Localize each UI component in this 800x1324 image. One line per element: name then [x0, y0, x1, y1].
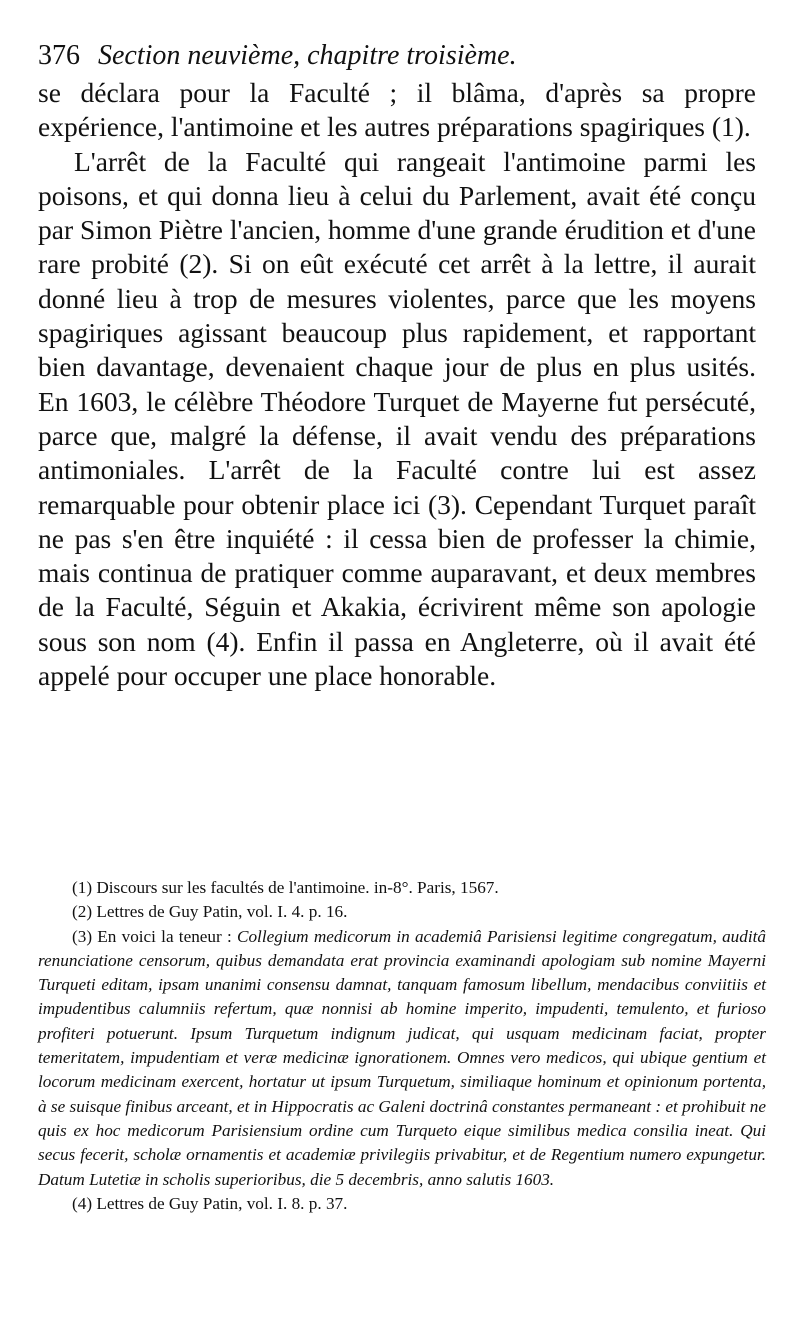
footnote-number: (2)	[72, 902, 93, 922]
main-text	[38, 76, 756, 693]
footnote-text: Lettres de Guy Patin, vol. I. 4. p. 16.	[96, 902, 348, 922]
page-header	[38, 38, 772, 74]
footnote-number: (1)	[72, 878, 93, 897]
footnotes	[38, 876, 766, 1216]
footnote-number: (3)	[72, 926, 93, 946]
footnote-latin-quote: Collegium medicorum in academiâ Parisiensi legitime congregatum, auditâ renunciatione censorum, quibus demandata erat provincia examinandi apologiam sub nomine Mayerni Turqueti editam, ipsam unanimi consensu damnat, tanquam famosum libellum, mendacibus conviitiis et impudentibus calumniis refertum, quæ nonnisi ab homine imperito, impudenti, temulento, et furioso profiteri potuerunt. Ipsum Turquetum indignum judicat, qui usquam medicinam faciat, propter temeritatem, impudentiam et veræ medicinæ ignorationem. Omnes vero medicos, qui ubique gentium et locorum medicinam exercent, hortatur ut ipsum Turquetum, similiaque hominum et opinionum portenta, à se suisque finibus arceant, et in Hippocratis ac Galeni doctrinâ constantes permaneant : et prohibuit ne quis ex hoc medicorum Parisiensium ordine cum Turqueto eique similibus medica consilia ineat. Qui secus fecerit, scholæ ornamentis et academiæ privilegiis privabitur, et de Regentium numero expungetur. Datum Lutetiæ in scholis superioribus, die 5 decembris, anno salutis 1603.	[38, 926, 767, 1189]
paragraph: L'arrêt de la Faculté qui rangeait l'antimoine parmi les poisons, et qui donna lieu à celui du Parlement, avait été conçu par Simon Piètre l'ancien, homme d'une grande érudition et d'une rare probité (2). Si on eût exécuté cet arrêt à la lettre, il aurait donné lieu à trop de mesures violentes, parce que les moyens spagiriques agissant beaucoup plus rapidement, et rapportant bien davantage, devenaient chaque jour de plus en plus usités. En 1603, le célèbre Théodore Turquet de Mayerne fut persécuté, parce que, malgré la défense, il avait vendu des préparations antimoniales. L'arrêt de la Faculté contre lui est assez remarquable pour obtenir place ici (3). Cependant Turquet paraît ne pas s'en être inquiété : il cessa bien de professer la chimie, mais continua de pratiquer comme auparavant, et deux membres de la Faculté, Séguin et Akakia, écrivirent même son apologie sous son nom (4). Enfin il passa en Angleterre, où il avait été appelé pour occuper une place honorable.	[38, 145, 756, 692]
page-number: 376	[38, 40, 80, 71]
footnote	[38, 925, 766, 1192]
running-title: Section neuvième, chapitre troisième.	[98, 40, 517, 71]
footnote-intro: En voici la teneur :	[97, 926, 237, 946]
footnote-text: Lettres de Guy Patin, vol. I. 8. p. 37.	[96, 1193, 348, 1213]
footnote	[38, 876, 766, 900]
footnote	[38, 1192, 766, 1216]
footnote-text: Discours sur les facultés de l'antimoine. in-8°. Paris, 1567.	[96, 878, 499, 897]
footnote	[38, 900, 766, 924]
paragraph: se déclara pour la Faculté ; il blâma, d'après sa propre expérience, l'antimoine et les autres préparations spagiriques (1).	[38, 77, 756, 143]
footnote-number: (4)	[72, 1193, 93, 1213]
